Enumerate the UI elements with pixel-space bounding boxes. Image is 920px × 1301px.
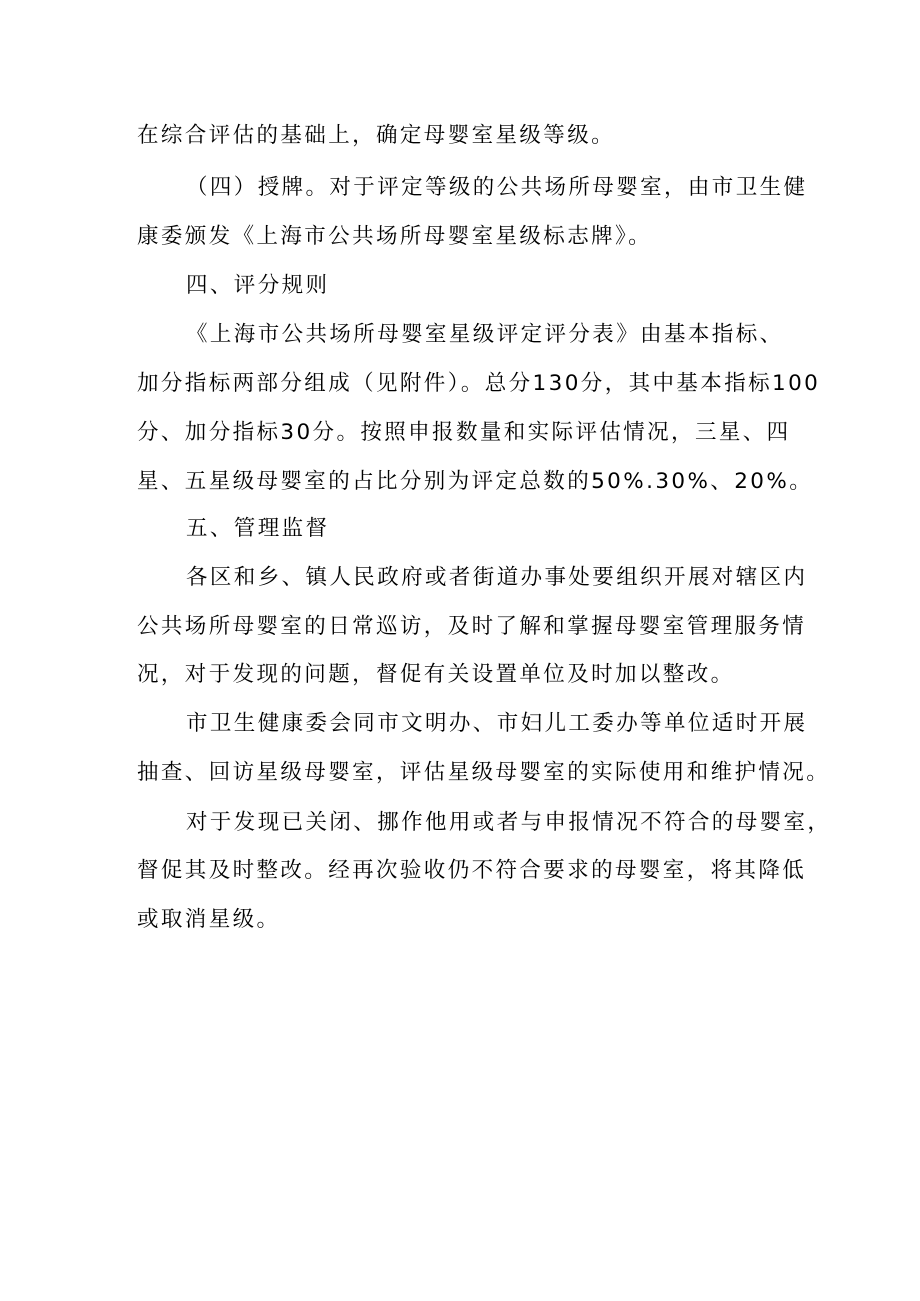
section-heading-scoring-rules: 四、评分规则 <box>186 273 330 298</box>
rectification-paragraph-line: 或取消星级。 <box>137 907 281 932</box>
supervision-paragraph-line: 各区和乡、镇人民政府或者街道办事处要组织开展对辖区内 <box>186 565 808 590</box>
section-heading-supervision: 五、管理监督 <box>186 516 330 541</box>
body-text-line: 在综合评估的基础上，确定母婴室星级等级。 <box>137 123 616 148</box>
scoring-paragraph-line: 分、加分指标30分。按照申报数量和实际评估情况，三星、四 <box>137 420 791 445</box>
rectification-paragraph-line: 对于发现已关闭、挪作他用或者与申报情况不符合的母婴室， <box>186 810 832 835</box>
supervision-paragraph-line: 况，对于发现的问题，督促有关设置单位及时加以整改。 <box>137 662 735 687</box>
scoring-paragraph-line: 星、五星级母婴室的占比分别为评定总数的50%.30%、20%。 <box>137 469 814 494</box>
clause-4-award-line: （四）授牌。对于评定等级的公共场所母婴室，由市卫生健 <box>186 175 808 200</box>
body-text-line: 康委颁发《上海市公共场所母婴室星级标志牌》。 <box>137 224 653 249</box>
rectification-paragraph-line: 督促其及时整改。经再次验收仍不符合要求的母婴室，将其降低 <box>137 858 807 883</box>
inspection-paragraph-line: 市卫生健康委会同市文明办、市妇儿工委办等单位适时开展 <box>186 711 808 736</box>
scoring-paragraph-line: 《上海市公共场所母婴室星级评定评分表》由基本指标、 <box>186 322 784 347</box>
supervision-paragraph-line: 公共场所母婴室的日常巡访，及时了解和掌握母婴室管理服务情 <box>137 614 807 639</box>
inspection-paragraph-line: 抽查、回访星级母婴室，评估星级母婴室的实际使用和维护情况。 <box>137 760 831 785</box>
scoring-paragraph-line: 加分指标两部分组成（见附件）。总分130分，其中基本指标100 <box>137 371 821 396</box>
